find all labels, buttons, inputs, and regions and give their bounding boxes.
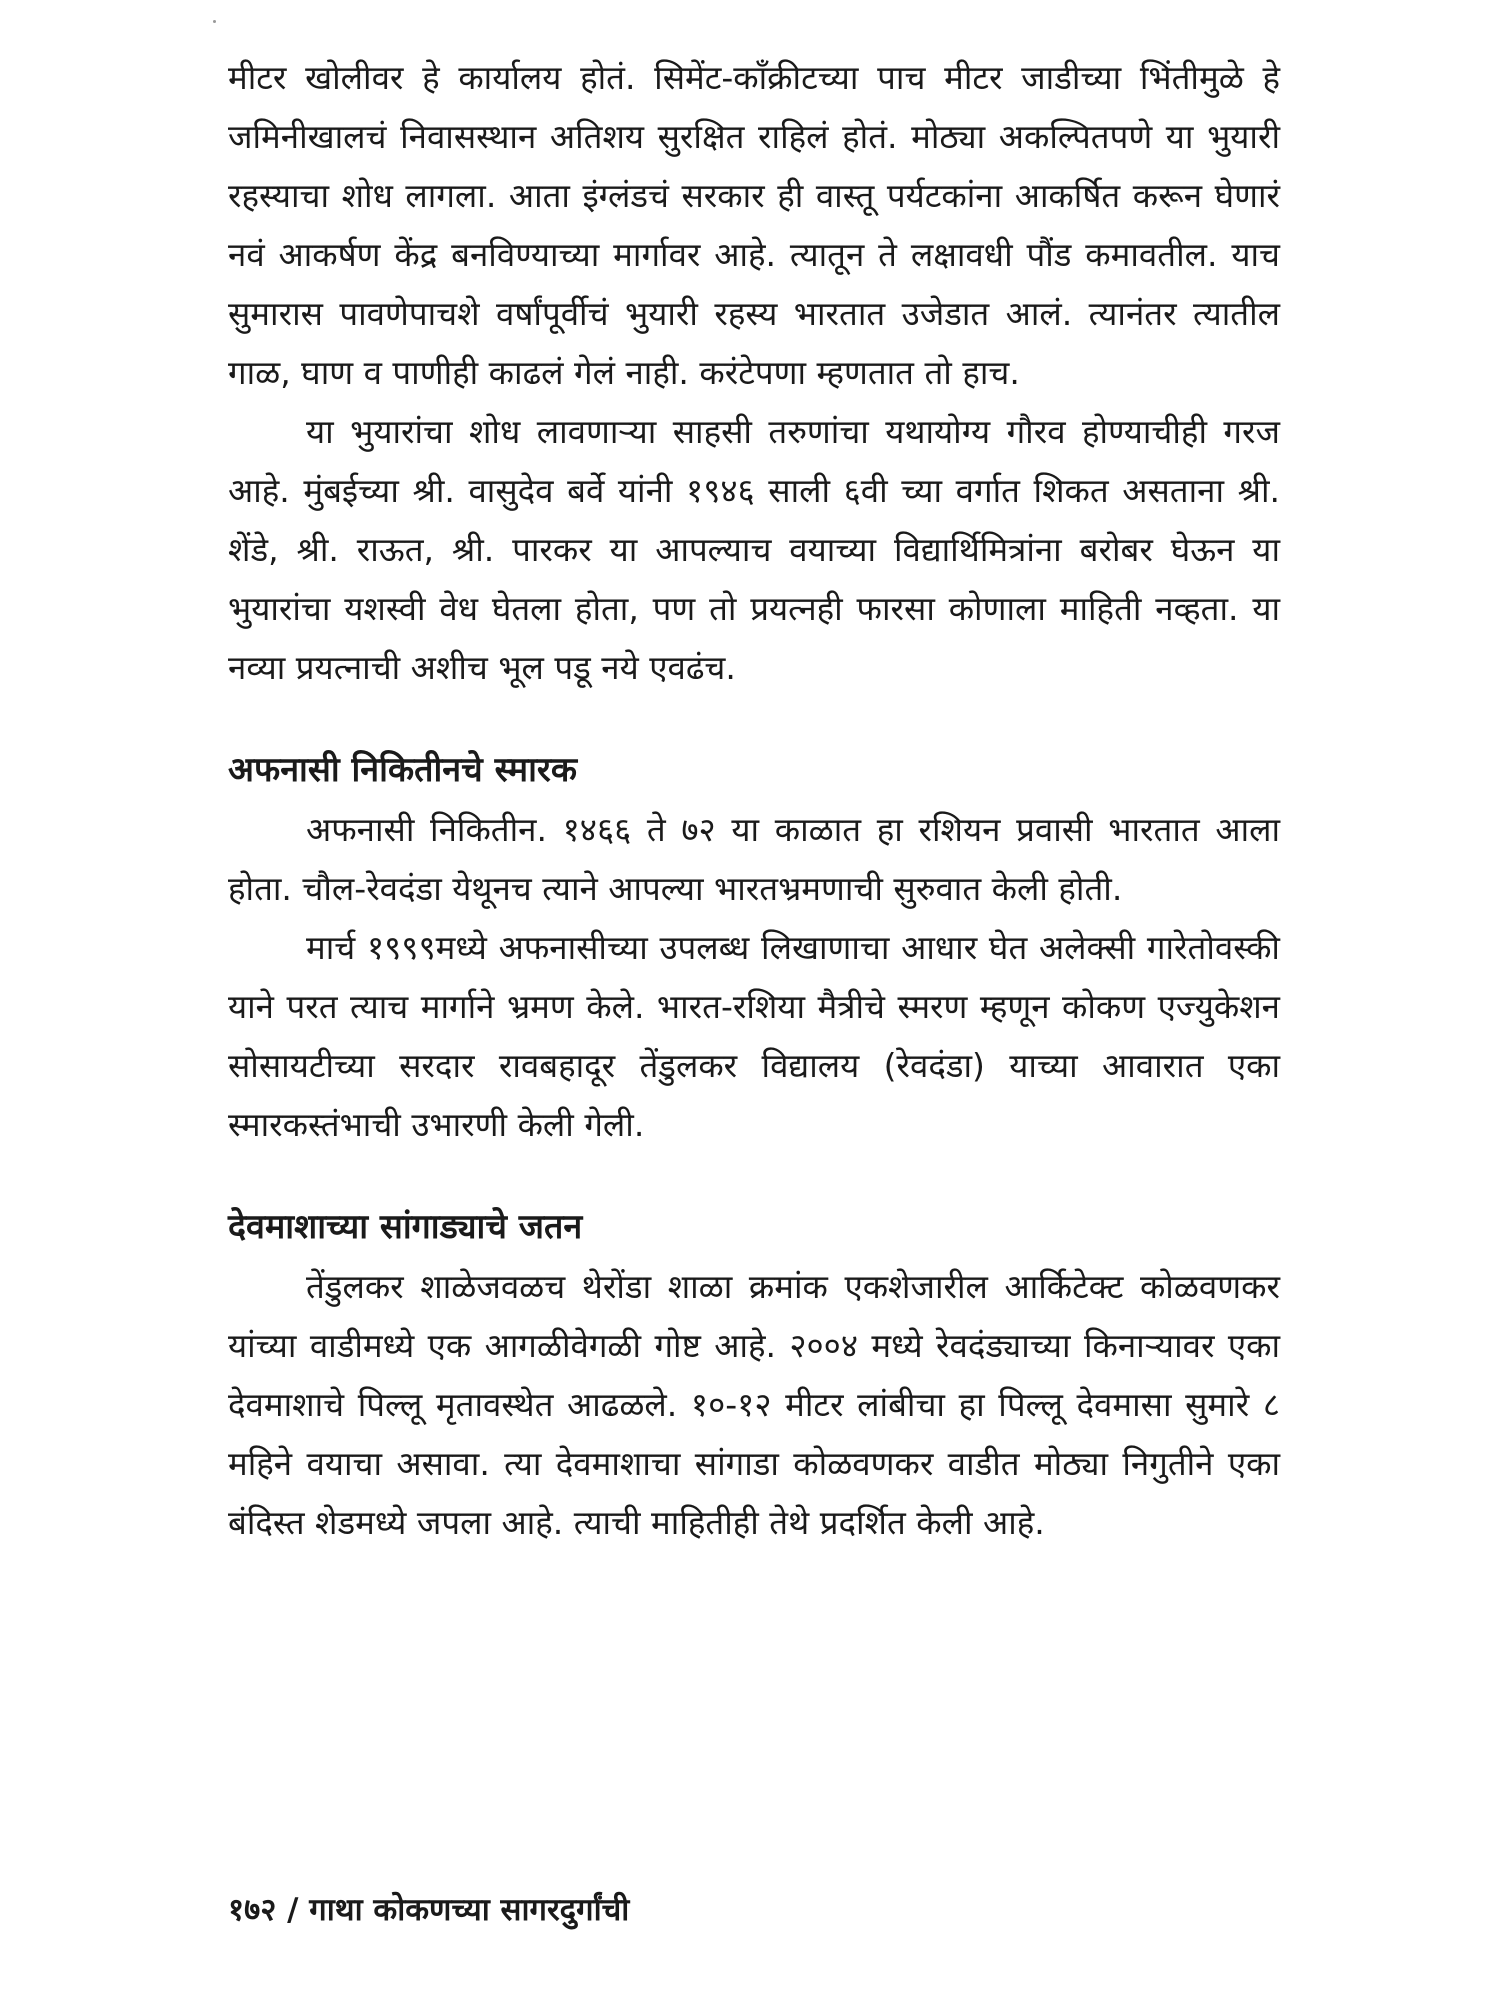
section-heading-afanasy: अफनासी निकितीनचे स्मारक <box>228 750 577 790</box>
footer-separator: / <box>287 1892 299 1928</box>
page-body <box>228 48 1280 1552</box>
paragraph-whale-skeleton: तेंडुलकर शाळेजवळच थेरोंडा शाळा क्रमांक एकशेजारील आर्किटेक्ट कोळवणकर यांच्या वाडीमध्ये एक आगळीवेगळी गोष्ट आहे. २००४ मध्ये रेवदंड्याच्या किनाऱ्यावर एका देवमाशाचे पिल्लू मृतावस्थेत आढळले. १०-१२ मीटर लांबीचा हा पिल्लू देवमासा सुमारे ८ महिने वयाचा असावा. त्या देवमाशाचा सांगाडा कोळवणकर वाडीत मोठ्या निगुतीने एका बंदिस्त शेडमध्ये जपला आहे. त्याची माहितीही तेथे प्रदर्शित केली आहे. <box>228 1267 1280 1542</box>
paragraph-afanasy-intro: अफनासी निकितीन. १४६६ ते ७२ या काळात हा रशियन प्रवासी भारतात आला होता. चौल-रेवदंडा येथूनच त्याने आपल्या भारतभ्रमणाची सुरुवात केली होती. <box>228 810 1280 908</box>
page-number: १७२ <box>228 1892 277 1928</box>
scan-mark <box>213 20 216 23</box>
section-heading-whale: देवमाशाच्या सांगाड्याचे जतन <box>228 1207 583 1247</box>
paragraph-intro: मीटर खोलीवर हे कार्यालय होतं. सिमेंट-काँक्रीटच्या पाच मीटर जाडीच्या भिंतीमुळे हे जमिनीखालचं निवासस्थान अतिशय सुरक्षित राहिलं होतं. मोठ्या अकल्पितपणे या भुयारी रहस्याचा शोध लागला. आता इंग्लंडचं सरकार ही वास्तू पर्यटकांना आकर्षित करून घेणारं नवं आकर्षण केंद्र बनविण्याच्या मार्गावर आहे. त्यातून ते लक्षावधी पौंड कमावतील. याच सुमारास पावणेपाचशे वर्षांपूर्वीचं भुयारी रहस्य भारतात उजेडात आलं. त्यानंतर त्यातील गाळ, घाण व पाणीही काढलं गेलं नाही. करंटेपणा म्हणतात तो हाच. <box>228 58 1280 392</box>
book-title: गाथा कोकणच्या सागरदुर्गांची <box>309 1892 630 1928</box>
paragraph-explorers: या भुयारांचा शोध लावणाऱ्या साहसी तरुणांचा यथायोग्य गौरव होण्याचीही गरज आहे. मुंबईच्या श्री. वासुदेव बर्वे यांनी १९४६ साली ६वी च्या वर्गात शिकत असताना श्री. शेंडे, श्री. राऊत, श्री. पारकर या आपल्याच वयाच्या विद्यार्थिमित्रांना बरोबर घेऊन या भुयारांचा यशस्वी वेध घेतला होता, पण तो प्रयत्नही फारसा कोणाला माहिती नव्हता. या नव्या प्रयत्नाची अशीच भूल पडू नये एवढंच. <box>228 412 1280 687</box>
page-footer <box>228 1888 629 1932</box>
paragraph-afanasy-memorial: मार्च १९९९मध्ये अफनासीच्या उपलब्ध लिखाणाचा आधार घेत अलेक्सी गारेतोवस्की याने परत त्याच मार्गाने भ्रमण केले. भारत-रशिया मैत्रीचे स्मरण म्हणून कोकण एज्युकेशन सोसायटीच्या सरदार रावबहादूर तेंडुलकर विद्यालय (रेवदंडा) याच्या आवारात एका स्मारकस्तंभाची उभारणी केली गेली. <box>228 928 1280 1144</box>
